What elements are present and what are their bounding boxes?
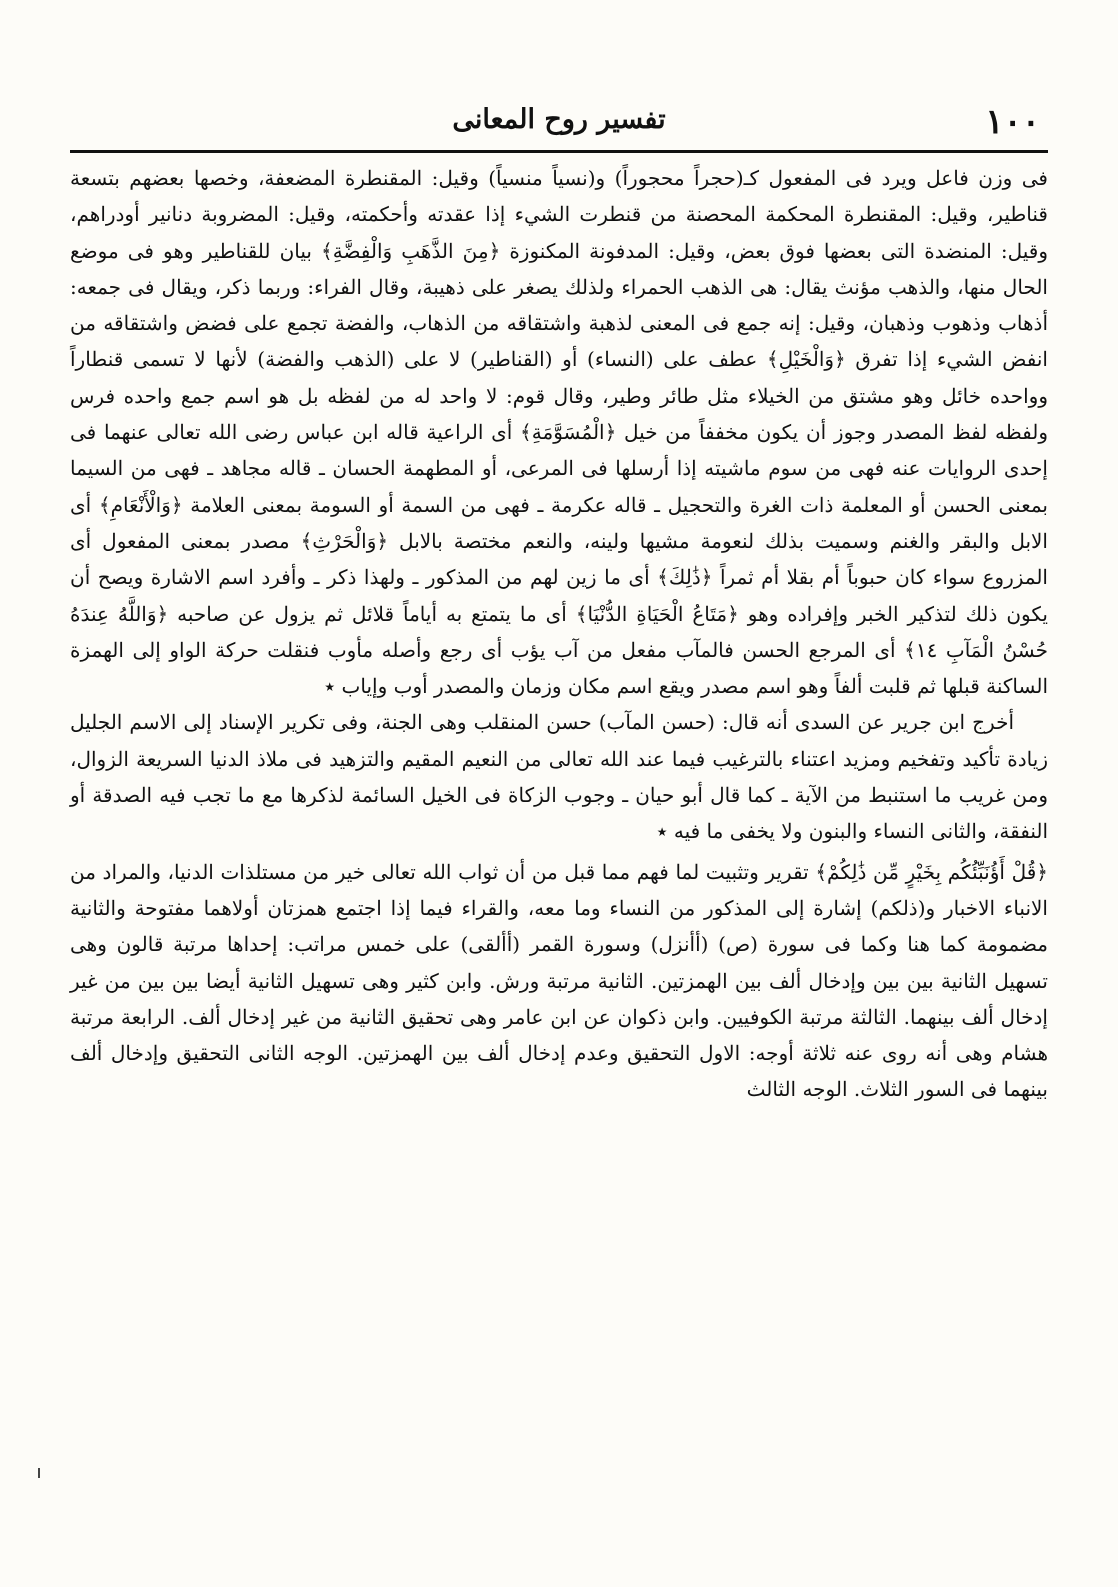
scan-mark (38, 1468, 40, 1478)
paragraph: ﴿قُلْ أَؤُنَبِّئُكُم بِخَيْرٍ مِّن ذَٰلِكُمْ﴾ تقرير وتثبيت لما فهم مما قبل من أن ثواب الله تعالى خير من مستلذات الدنيا، والمراد من الانباء الاخبار و(ذلكم) إشارة إلى المذكور من النساء وما معه، والقراء فيما إذا اجتمع همزتان أولاهما مفتوحة والثانية مضمومة كما هنا وكما فى سورة (ص) (أأنزل) وسورة القمر (أألقى) على خمس مراتب: إحداها مرتبة قالون وهى تسهيل الثانية بين بين وإدخال ألف بين الهمزتين. الثانية مرتبة ورش. وابن كثير وهى تسهيل الثانية أيضا بين بين من غير إدخال ألف بينهما. الثالثة مرتبة الكوفيين. وابن ذكوان عن ابن عامر وهى تحقيق الثانية من غير إدخال ألف. الرابعة مرتبة هشام وهى أنه روى عنه ثلاثة أوجه: الاول التحقيق وعدم إدخال ألف بين الهمزتين. الوجه الثانى التحقيق وإدخال ألف بينهما فى السور الثلاث. الوجه الثالث (70, 859, 1049, 1102)
page-header (70, 100, 1048, 150)
paragraph: أخرج ابن جرير عن السدى أنه قال: (حسن المآب) حسن المنقلب وهى الجنة، وفى تكرير الإسناد إلى الاسم الجليل زيادة تأكيد وتفخيم ومزيد اعتناء بالترغيب فيما عند الله تعالى من النعيم المقيم والتزهيد فى ملاذ الدنيا السريعة الزوال، ومن غريب ما استنبط من الآية ـ كما قال أبو حيان ـ وجوب الزكاة فى الخيل السائمة لذكرها مع ما تجب فيه الصدقة أو النفقة، والثانى النساء والبنون ولا يخفى ما فيه ٭ (70, 710, 1048, 844)
page-number: ١٠٠ (985, 102, 1040, 142)
header-rule (70, 150, 1048, 153)
running-title: تفسير روح المعانى (452, 104, 666, 135)
paragraph: فى وزن فاعل ويرد فى المفعول كـ(حجراً محجوراً) و(نسياً منسياً) وقيل: المقنطرة المضعفة، وخصها بعضهم بتسعة قناطير، وقيل: المقنطرة المحكمة المحصنة من قنطرت الشيء إذا عقدته وأحكمته، وقيل: المضروبة دنانير أودراهم، وقيل: المنضدة التى بعضها فوق بعض، وقيل: المدفونة المكنوزة ﴿مِنَ الذَّهَبِ وَالْفِضَّةِ﴾ بيان للقناطير وهو فى موضع الحال منها، والذهب مؤنث يقال: هى الذهب الحمراء ولذلك يصغر على ذهيبة، وقال الفراء: وربما ذكر، ويقال فى جمعه: أذهاب وذهوب وذهبان، وقيل: إنه جمع فى المعنى لذهبة واشتقاقه من الذهاب، والفضة تجمع على فضض واشتقاقه من انفض الشيء إذا تفرق ﴿وَالْخَيْلِ﴾ عطف على (النساء) أو (القناطير) لا على (الذهب والفضة) لأنها لا تسمى قنطاراً وواحده خائل وهو مشتق من الخيلاء مثل طائر وطير، وقال قوم: لا واحد له من لفظه بل هو اسم جمع واحده فرس ولفظه لفظ المصدر وجوز أن يكون مخففاً من خيل ﴿الْمُسَوَّمَةِ﴾ أى الراعية قاله ابن عباس رضى الله تعالى عنهما فى إحدى الروايات عنه فهى من سوم ماشيته إذا أرسلها فى المرعى، أو المطهمة الحسان ـ قاله مجاهد ـ فهى من السيما بمعنى الحسن أو المعلمة ذات الغرة والتحجيل ـ قاله عكرمة ـ فهى من السمة أو السومة بمعنى العلامة ﴿وَالْأَنْعَامِ﴾ أى الابل والبقر والغنم وسميت بذلك لنعومة مشيها ولينه، والنعم مختصة بالابل ﴿وَالْحَرْثِ﴾ مصدر بمعنى المفعول أى المزروع سواء كان حبوباً أم بقلا أم ثمراً ﴿ذَٰلِكَ﴾ أى ما زين لهم من المذكور ـ ولهذا ذكر ـ وأفرد اسم الاشارة ويصح أن يكون ذلك لتذكير الخبر وإفراده وهو ﴿مَتَاعُ الْحَيَاةِ الدُّنْيَا﴾ أى ما يتمتع به أياماً قلائل ثم يزول عن صاحبه ﴿وَاللَّهُ عِندَهُ حُسْنُ الْمَآبِ ١٤﴾ أى المرجع الحسن فالمآب مفعل من آب يؤب أى رجع وأصله مأوب فنقلت حركة الواو إلى الهمزة الساكنة قبلها ثم قلبت ألفاً وهو اسم مصدر ويقع اسم مكان وزمان والمصدر أوب وإياب ٭ (70, 166, 1049, 699)
body-text (70, 160, 1048, 1527)
